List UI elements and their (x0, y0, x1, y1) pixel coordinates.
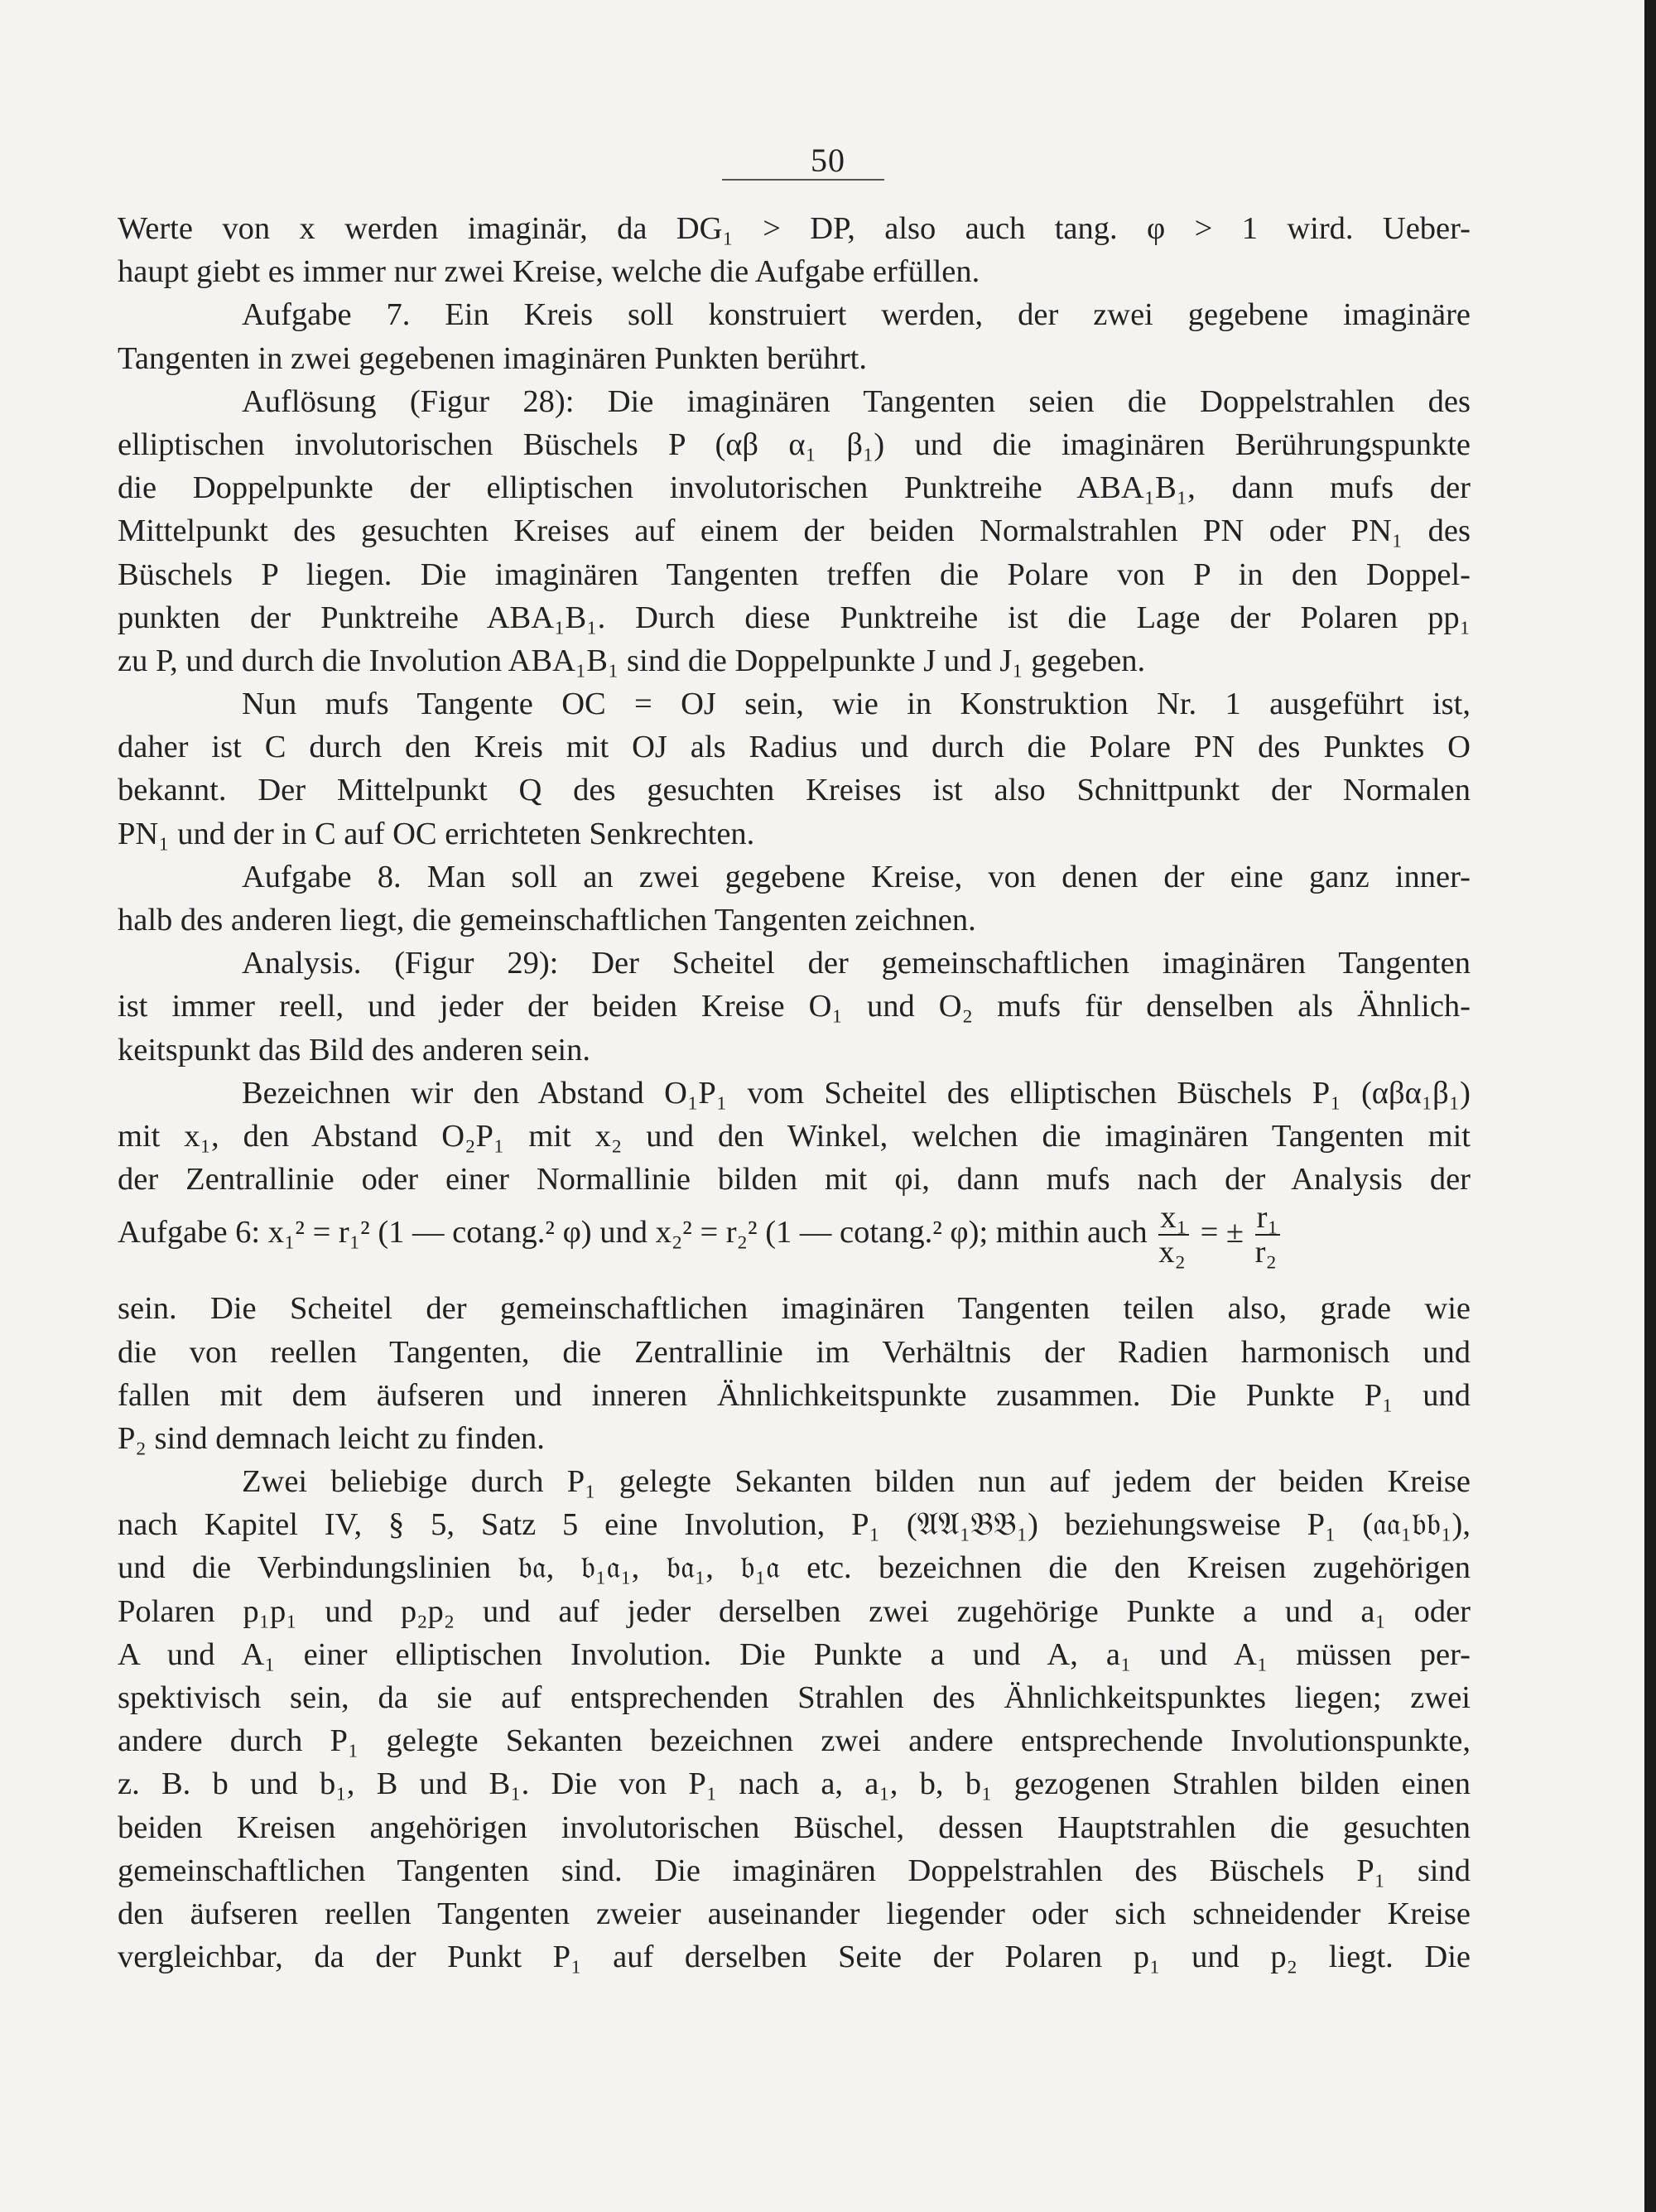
text-line: die Doppelpunkte der elliptischen involutorischen Punktreihe ABA₁B₁, dann mufs der (118, 470, 1471, 506)
text-line: Büschels P liegen. Die imaginären Tangenten treffen die Polare von P in den Doppel- (118, 557, 1471, 592)
heading-aufgabe-8: Aufgabe 8. Man soll an zwei gegebene Kreise, von denen der eine ganz inner- (242, 859, 1471, 894)
text-line: den äufseren reellen Tangenten zweier auseinander liegender oder sich schneidender Kreise (118, 1896, 1471, 1931)
text-line: andere durch P₁ gelegte Sekanten bezeichnen zwei andere entsprechende Involutionspunkte, (118, 1723, 1471, 1759)
fraction-relation: = ± (1200, 1215, 1244, 1251)
fraction-r (1255, 1201, 1280, 1269)
heading-aufgabe-7: Aufgabe 7. Ein Kreis soll konstruiert werden, der zwei gegebene imaginäre (242, 297, 1471, 333)
text-line: ist immer reell, und jeder der beiden Kreise O₁ und O₂ mufs für denselben als Ähnlich- (118, 989, 1471, 1024)
fraction-x-numerator: x₁ (1160, 1200, 1187, 1236)
text-line: Polaren p₁p₁ und p₂p₂ und auf jeder derselben zwei zugehörige Punkte a und a₁ oder (118, 1593, 1471, 1629)
text-line: Bezeichnen wir den Abstand O₁P₁ vom Scheitel des elliptischen Büschels P₁ (αβα₁β₁) (242, 1075, 1471, 1111)
text-line: nach Kapitel IV, § 5, Satz 5 eine Involution, P₁ (𝔄𝔄₁𝔅𝔅₁) beziehungsweise P₁ (𝔞𝔞₁𝔟𝔟₁), (118, 1507, 1471, 1543)
text-line: elliptischen involutorischen Büschels P (αβ α₁ β₁) und die imaginären Berührungspunkte (118, 426, 1471, 462)
text-line: und die Verbindungslinien 𝔟𝔞, 𝔟₁𝔞₁, 𝔟𝔞₁, 𝔟₁𝔞 etc. bezeichnen die den Kreisen zugehörigen (118, 1550, 1471, 1586)
text-line: spektivisch sein, da sie auf entsprechenden Strahlen des Ähnlichkeitspunktes liegen; zwei (118, 1680, 1471, 1715)
header-rule (722, 179, 884, 181)
text-line: Zwei beliebige durch P₁ gelegte Sekanten bilden nun auf jedem der beiden Kreise (242, 1464, 1471, 1500)
text-line: keitspunkt das Bild des anderen sein. (118, 1032, 590, 1067)
text-line: PN₁ und der in C auf OC errichteten Senkrechten. (118, 816, 755, 851)
text-line: fallen mit dem äufseren und inneren Ähnlichkeitspunkte zusammen. Die Punkte P₁ und (118, 1377, 1471, 1413)
heading-analysis: Analysis. (Figur 29): Der Scheitel der gemeinschaftlichen imaginären Tangenten (242, 946, 1471, 981)
text-line: zu P, und durch die Involution ABA₁B₁ sind die Doppelpunkte J und J₁ gegeben. (118, 643, 1146, 678)
text-body (118, 207, 1471, 1978)
text-line: die von reellen Tangenten, die Zentrallinie im Verhältnis der Radien harmonisch und (118, 1334, 1471, 1370)
text-line: daher ist C durch den Kreis mit OJ als Radius und durch die Polare PN des Punktes O (118, 730, 1471, 765)
text-line: Werte von x werden imaginär, da DG₁ > DP, also auch tang. φ > 1 wird. Ueber- (118, 211, 1471, 246)
text-line: Tangenten in zwei gegebenen imaginären Punkten berührt. (118, 340, 867, 376)
formula-line (118, 1201, 1471, 1287)
scan-edge (1644, 0, 1656, 2212)
formula-text: Aufgabe 6: x₁² = r₁² (1 — cotang.² φ) und x₂² = r₂² (1 — cotang.² φ); mithin auch (118, 1215, 1148, 1251)
text-line: der Zentrallinie oder einer Normallinie bilden mit φi, dann mufs nach der Analysis der (118, 1162, 1471, 1198)
text-line: mit x₁, den Abstand O₂P₁ mit x₂ und den Winkel, welchen die imaginären Tangenten mit (118, 1118, 1471, 1154)
text-line: haupt giebt es immer nur zwei Kreise, welche die Aufgabe erfüllen. (118, 254, 980, 290)
text-line: P₂ sind demnach leicht zu finden. (118, 1420, 545, 1456)
text-line: A und A₁ einer elliptischen Involution. Die Punkte a und A, a₁ und A₁ müssen per- (118, 1636, 1471, 1672)
text-line: vergleichbar, da der Punkt P₁ auf derselben Seite der Polaren p₁ und p₂ liegt. Die (118, 1940, 1471, 1975)
text-line: sein. Die Scheitel der gemeinschaftlichen imaginären Tangenten teilen also, grade wie (118, 1291, 1471, 1327)
text-line: z. B. b und b₁, B und B₁. Die von P₁ nach a, a₁, b, b₁ gezogenen Strahlen bilden einen (118, 1766, 1471, 1802)
page-number: 50 (811, 142, 845, 179)
text-line: punkten der Punktreihe ABA₁B₁. Durch diese Punktreihe ist die Lage der Polaren pp₁ (118, 600, 1471, 635)
text-line: beiden Kreisen angehörigen involutorischen Büschel, dessen Hauptstrahlen die gesuchten (118, 1810, 1471, 1845)
text-line: halb des anderen liegt, die gemeinschaftlichen Tangenten zeichnen. (118, 903, 976, 937)
fraction-x (1158, 1201, 1189, 1269)
fraction-r-numerator: r₁ (1256, 1200, 1278, 1236)
heading-aufloesung: Auflösung (Figur 28): Die imaginären Tangenten seien die Doppelstrahlen des (242, 383, 1471, 419)
text-line: bekannt. Der Mittelpunkt Q des gesuchten Kreises ist also Schnittpunkt der Normalen (118, 773, 1471, 808)
fraction-r-denominator: r₂ (1254, 1235, 1277, 1270)
text-line: Mittelpunkt des gesuchten Kreises auf einem der beiden Normalstrahlen PN oder PN₁ des (118, 513, 1471, 549)
text-line: gemeinschaftlichen Tangenten sind. Die imaginären Doppelstrahlen des Büschels P₁ sind (118, 1853, 1471, 1888)
fraction-x-denominator: x₂ (1158, 1235, 1186, 1270)
text-line: Nun mufs Tangente OC = OJ sein, wie in Konstruktion Nr. 1 ausgeführt ist, (242, 687, 1471, 722)
